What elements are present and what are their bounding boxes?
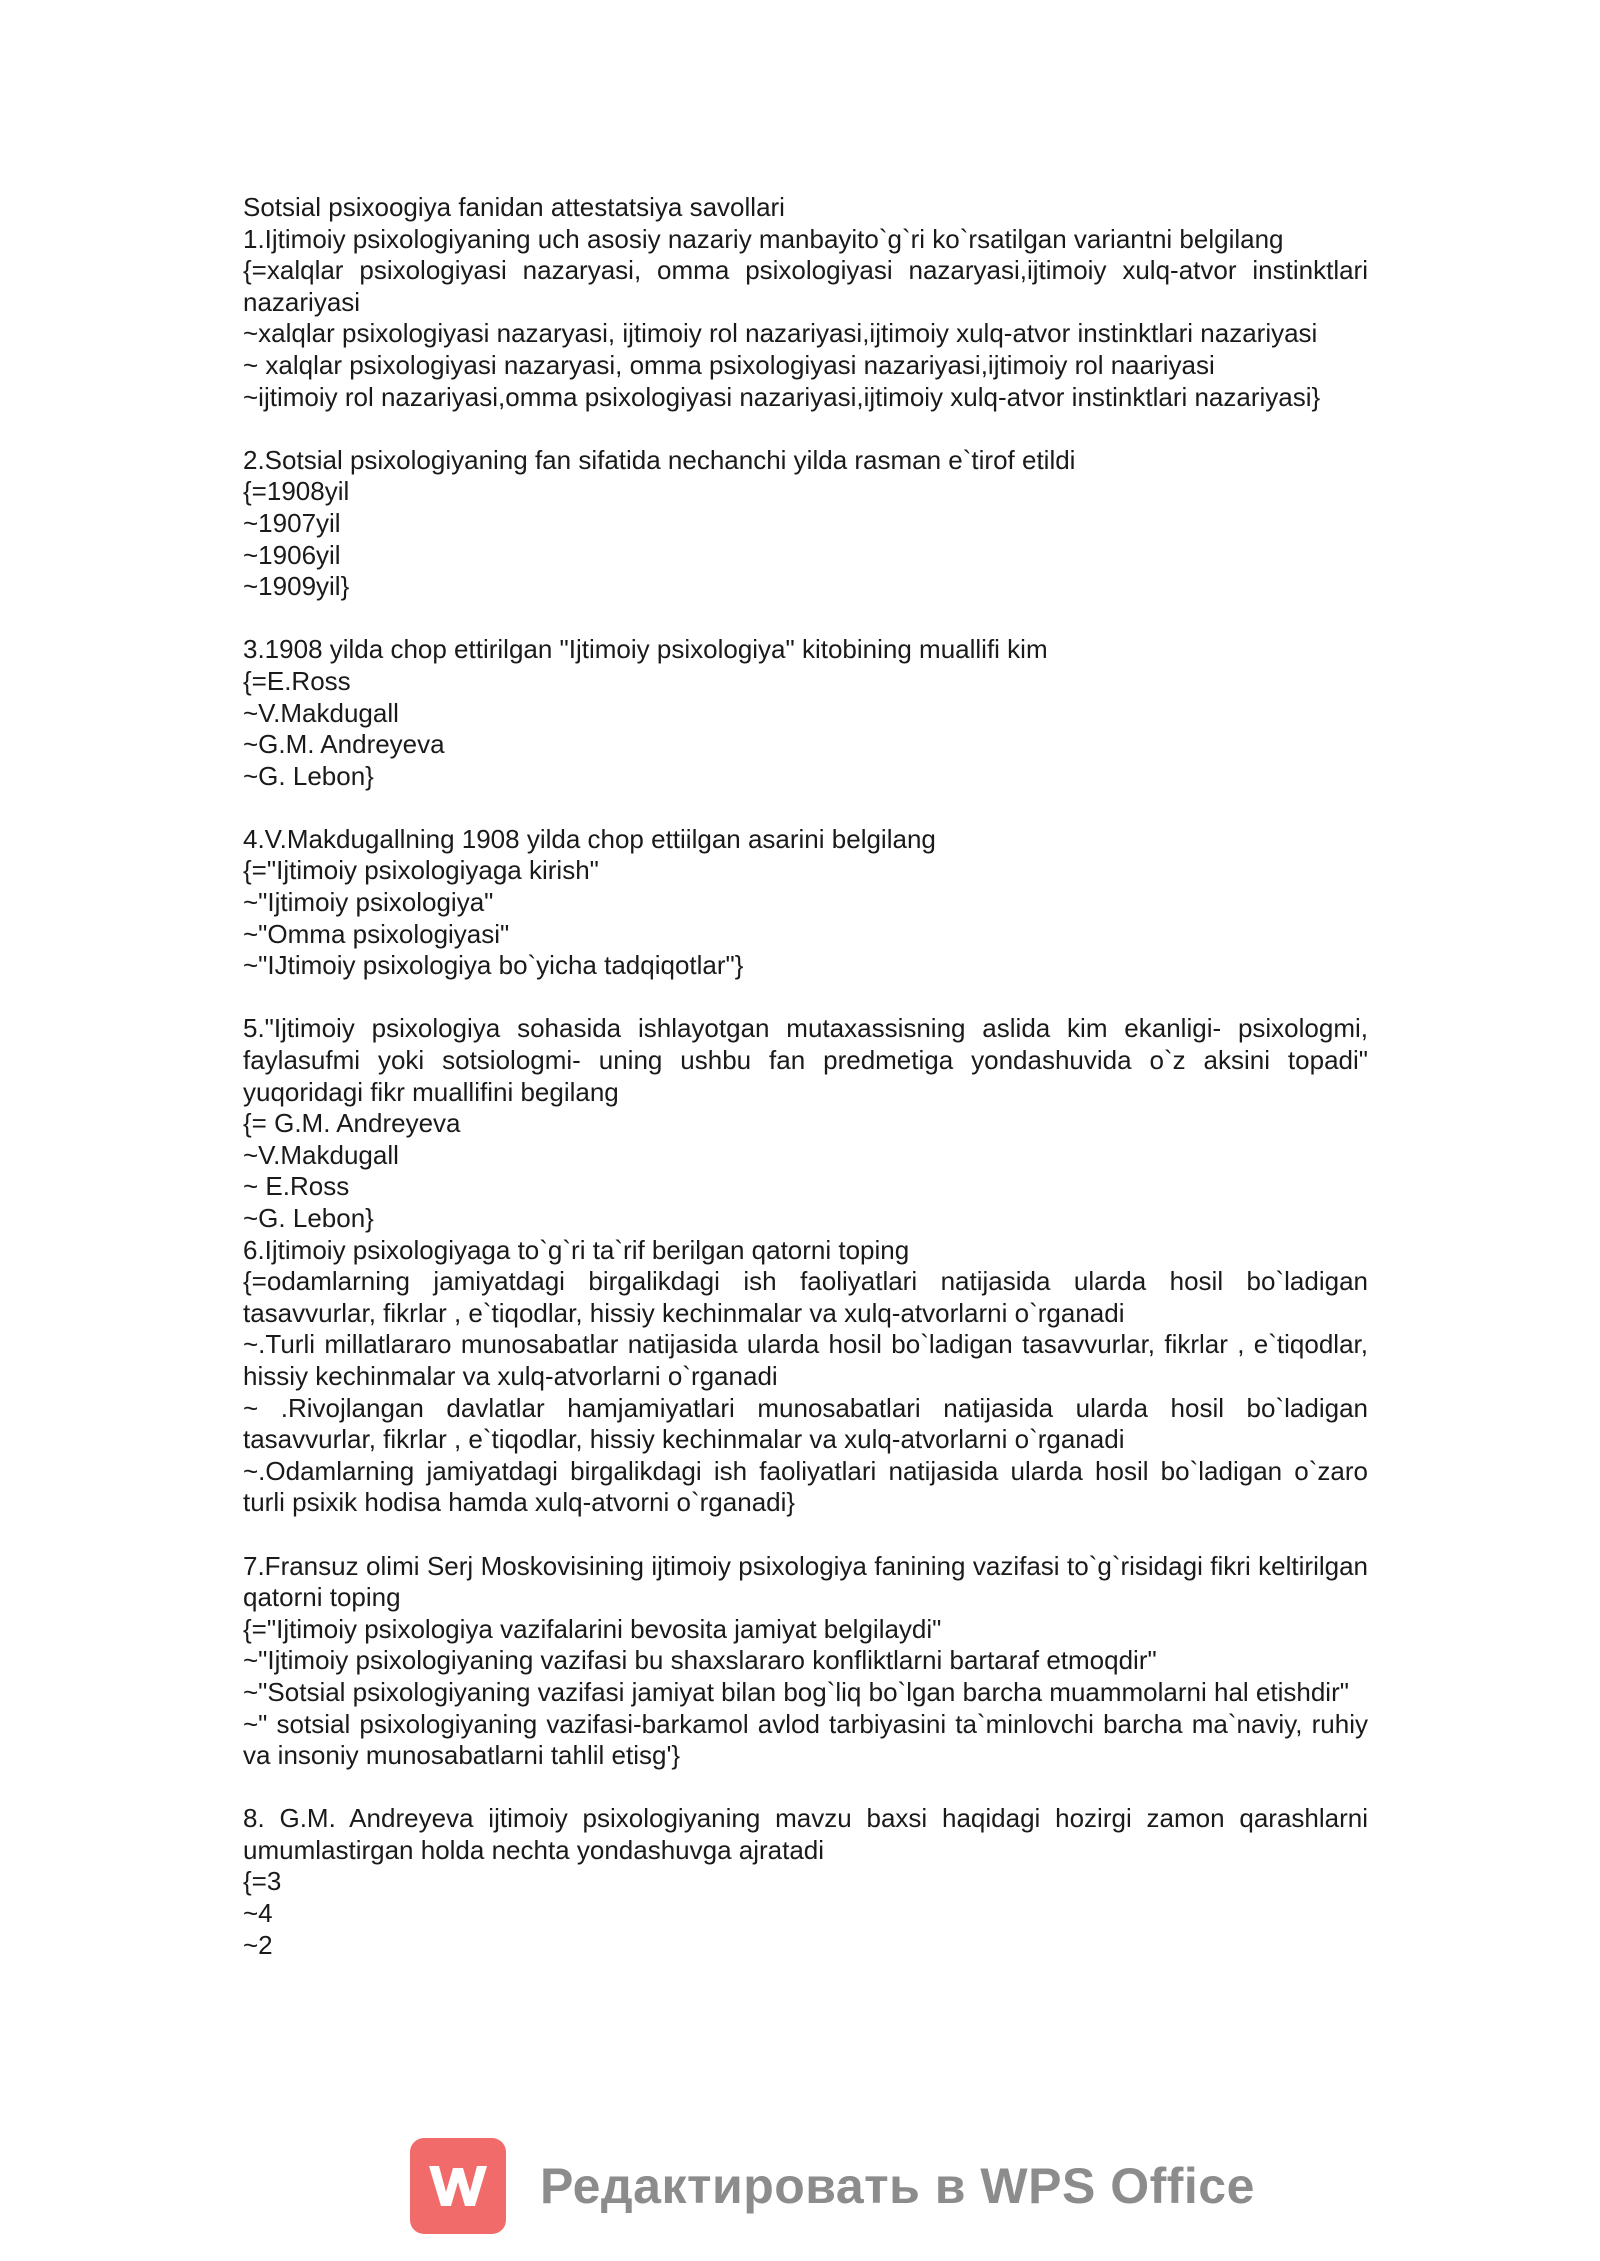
- question-text: 1.Ijtimoiy psixologiyaning uch asosiy nazariy manbayito`g`ri ko`rsatilgan variantni belgilang: [243, 223, 1284, 254]
- spacer: [243, 1519, 1368, 1551]
- question-block: [243, 824, 1368, 982]
- question-text: 4.V.Makdugallning 1908 yilda chop ettiilgan asarini belgilang: [243, 823, 936, 854]
- answer-option: {=E.Ross: [243, 665, 351, 696]
- answer-option: ~"Omma psixologiyasi": [243, 918, 510, 949]
- document-title: Sotsial psixoogiya fanidan attestatsiya savollari: [243, 192, 785, 222]
- spacer: [243, 413, 1368, 445]
- answer-option: ~"Ijtimoiy psixologiyaning vazifasi bu shaxslararo konfliktlarni bartaraf etmoqdir": [243, 1645, 1157, 1676]
- answer-option: ~ijtimoiy rol nazariyasi,omma psixologiyasi nazariyasi,ijtimoiy xulq-atvor instinktlari nazariyasi}: [243, 381, 1321, 412]
- question-text: 8. G.M. Andreyeva ijtimoiy psixologiyaning mavzu baxsi haqidagi hozirgi zamon qarashlarni umumlastirgan holda nechta yondashuvga ajratadi: [243, 1803, 1368, 1865]
- spacer: [243, 603, 1368, 635]
- answer-option: ~ E.Ross: [243, 1171, 350, 1202]
- answer-option: ~2: [243, 1929, 273, 1960]
- answer-option: ~G. Lebon}: [243, 1203, 374, 1233]
- answer-option: ~1907yil: [243, 507, 341, 538]
- answer-option: {=1908yil: [243, 476, 350, 507]
- question-text: 6.Ijtimoiy psixologiyaga to`g`ri ta`rif berilgan qatorni toping: [243, 1234, 910, 1265]
- answer-option: {=odamlarning jamiyatdagi birgalikdagi ish faoliyatlari natijasida ularda hosil bo`ladigan tasavvurlar, fikrlar , e`tiqodlar, hissiy kechinmalar va xulq-atvorlarni o`rganadi: [243, 1266, 1368, 1328]
- answer-option: ~"IJtimoiy psixologiya bo`yicha tadqiqotlar"}: [243, 950, 744, 981]
- wps-w-glyph-icon: [425, 2158, 491, 2214]
- answer-option: ~V.Makdugall: [243, 697, 399, 728]
- question-block: [243, 1235, 1368, 1519]
- answer-option: ~G. Lebon}: [243, 760, 374, 791]
- answer-option: {="Ijtimoiy psixologiya vazifalarini bevosita jamiyat belgilaydi": [243, 1613, 942, 1644]
- answer-option: ~"Sotsial psixologiyaning vazifasi jamiyat bilan bog`liq bo`lgan barcha muammolarni hal etishdir": [243, 1676, 1349, 1707]
- answer-option: ~4: [243, 1898, 273, 1929]
- answer-option: ~1909yil}: [243, 571, 350, 602]
- question-block: [243, 445, 1368, 603]
- answer-option: {=xalqlar psixologiyasi nazaryasi, omma psixologiyasi nazaryasi,ijtimoiy xulq-atvor instinktlari nazariyasi: [243, 255, 1368, 317]
- spacer: [243, 792, 1368, 824]
- question-text: 2.Sotsial psixologiyaning fan sifatida nechanchi yilda rasman e`tirof etildi: [243, 444, 1076, 475]
- document-body: [243, 192, 1368, 1961]
- answer-option: {=3: [243, 1866, 282, 1897]
- answer-option: {="Ijtimoiy psixologiyaga kirish": [243, 855, 599, 886]
- answer-option: {= G.M. Andreyeva: [243, 1108, 461, 1139]
- question-block: [243, 634, 1368, 792]
- spacer: [243, 982, 1368, 1014]
- edit-in-wps-banner[interactable]: [410, 2138, 1255, 2234]
- answer-option: ~ xalqlar psixologiyasi nazaryasi, omma psixologiyasi nazariyasi,ijtimoiy rol naariyasi: [243, 349, 1215, 380]
- wps-office-logo-icon: [410, 2138, 506, 2234]
- answer-option: ~ .Rivojlangan davlatlar hamjamiyatlari munosabatlari natijasida ularda hosil bo`ladigan tasavvurlar, fikrlar , e`tiqodlar, hissiy kechinmalar va xulq-atvorlarni o`rganadi: [243, 1392, 1368, 1455]
- answer-option: ~1906yil: [243, 539, 341, 570]
- question-block: [243, 1803, 1368, 1961]
- question-text: 7.Fransuz olimi Serj Moskovisining ijtimoiy psixologiya fanining vazifasi to`g`risidagi fikri keltirilgan qatorni toping: [243, 1550, 1368, 1613]
- answer-option: ~xalqlar psixologiyasi nazaryasi, ijtimoiy rol nazariyasi,ijtimoiy xulq-atvor instinktlari nazariyasi: [243, 318, 1318, 349]
- question-block: [243, 1013, 1368, 1234]
- answer-option: ~.Odamlarning jamiyatdagi birgalikdagi ish faoliyatlari natijasida ularda hosil bo`ladigan o`zaro turli psixik hodisa hamda xulq-atvorni o`rganadi}: [243, 1455, 1368, 1518]
- question-text: 3.1908 yilda chop ettirilgan "Ijtimoiy psixologiya" kitobining muallifi kim: [243, 634, 1048, 665]
- question-block: [243, 1551, 1368, 1772]
- answer-option: ~V.Makdugall: [243, 1139, 399, 1170]
- edit-in-wps-label[interactable]: Редактировать в WPS Office: [540, 2158, 1255, 2214]
- question-block: [243, 224, 1368, 414]
- spacer: [243, 1772, 1368, 1804]
- answer-option: ~.Turli millatlararo munosabatlar natijasida ularda hosil bo`ladigan tasavvurlar, fikrlar , e`tiqodlar, hissiy kechinmalar va xulq-atvorlarni o`rganadi: [243, 1329, 1368, 1391]
- question-text: 5."Ijtimoiy psixologiya sohasida ishlayotgan mutaxassisning aslida kim ekanligi- psixologmi, faylasufmi yoki sotsiologmi- uning ushbu fan predmetiga yondashuvida o`z aksini topadi" yuqoridagi fikr muallifini begilang: [243, 1013, 1368, 1107]
- answer-option: ~" sotsial psixologiyaning vazifasi-barkamol avlod tarbiyasini ta`minlovchi barcha ma`naviy, ruhiy va insoniy munosabatlarni tahlil etisg'}: [243, 1708, 1368, 1771]
- answer-option: ~G.M. Andreyeva: [243, 729, 445, 760]
- answer-option: ~"Ijtimoiy psixologiya": [243, 887, 494, 918]
